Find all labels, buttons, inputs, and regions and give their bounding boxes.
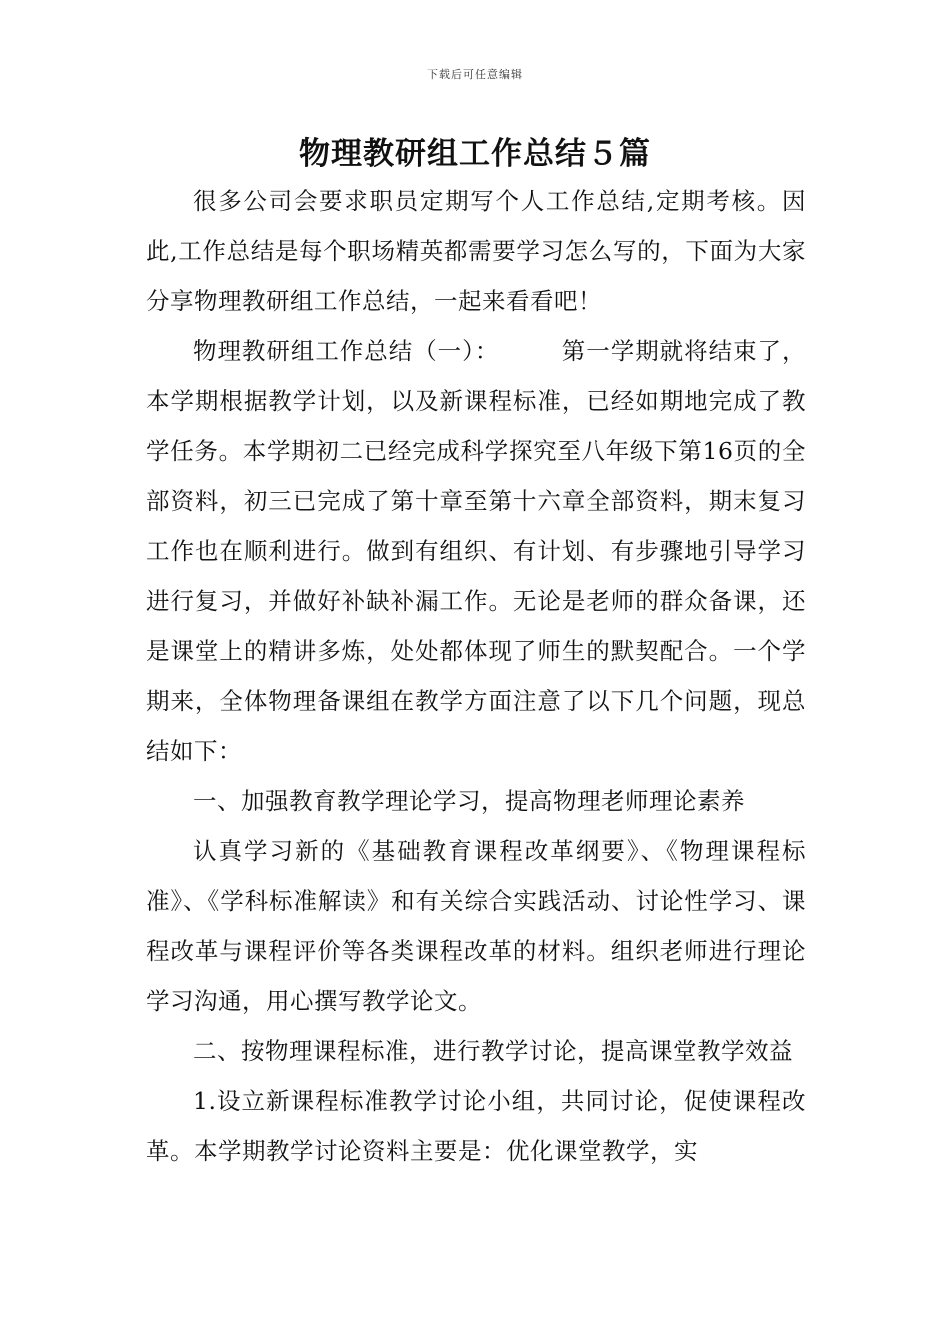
summary-one-paragraph bbox=[146, 326, 806, 776]
section-one-paragraph: 认真学习新的《基础教育课程改革纲要》、《物理课程标准》、《学科标准解读》和有关综合实践活动、讨论性学习、课程改革与课程评价等各类课程改革的材料。组织老师进行理论学习沟通，用心撰写教学论文。 bbox=[146, 837, 806, 1015]
section-two-paragraph: 1.设立新课程标准教学讨论小组，共同讨论，促使课程改革。本学期教学讨论资料主要是：优化课堂教学，实 bbox=[146, 1087, 806, 1165]
summary-one-body: 第一学期就将结束了，本学期根据教学计划，以及新课程标准，已经如期地完成了教学任务。本学期初二已经完成科学探究至八年级下第16页的全部资料，初三已完成了第十章至第十六章全部资料，期末复习工作也在顺利进行。做到有组织、有计划、有步骤地引导学习进行复习，并做好补缺补漏工作。无论是老师的群众备课，还是课堂上的精讲多炼，处处都体现了师生的默契配合。一个学期来，全体物理备课组在教学方面注意了以下几个问题，现总结如下： bbox=[146, 337, 807, 765]
section-heading-one: 一、加强教育教学理论学习，提高物理老师理论素养 bbox=[193, 787, 745, 815]
document-body bbox=[146, 176, 806, 1176]
document-title: 物理教研组工作总结５篇 bbox=[299, 136, 651, 172]
section-heading-two: 二、按物理课程标准，进行教学讨论，提高课堂教学效益 bbox=[193, 1037, 793, 1065]
intro-paragraph: 很多公司会要求职员定期写个人工作总结,定期考核。因此,工作总结是每个职场精英都需要学习怎么写的，下面为大家分享物理教研组工作总结，一起来看看吧！ bbox=[146, 187, 806, 315]
summary-one-heading: 物理教研组工作总结（一）： bbox=[193, 337, 500, 365]
header-note: 下载后可任意编辑 bbox=[427, 68, 523, 81]
